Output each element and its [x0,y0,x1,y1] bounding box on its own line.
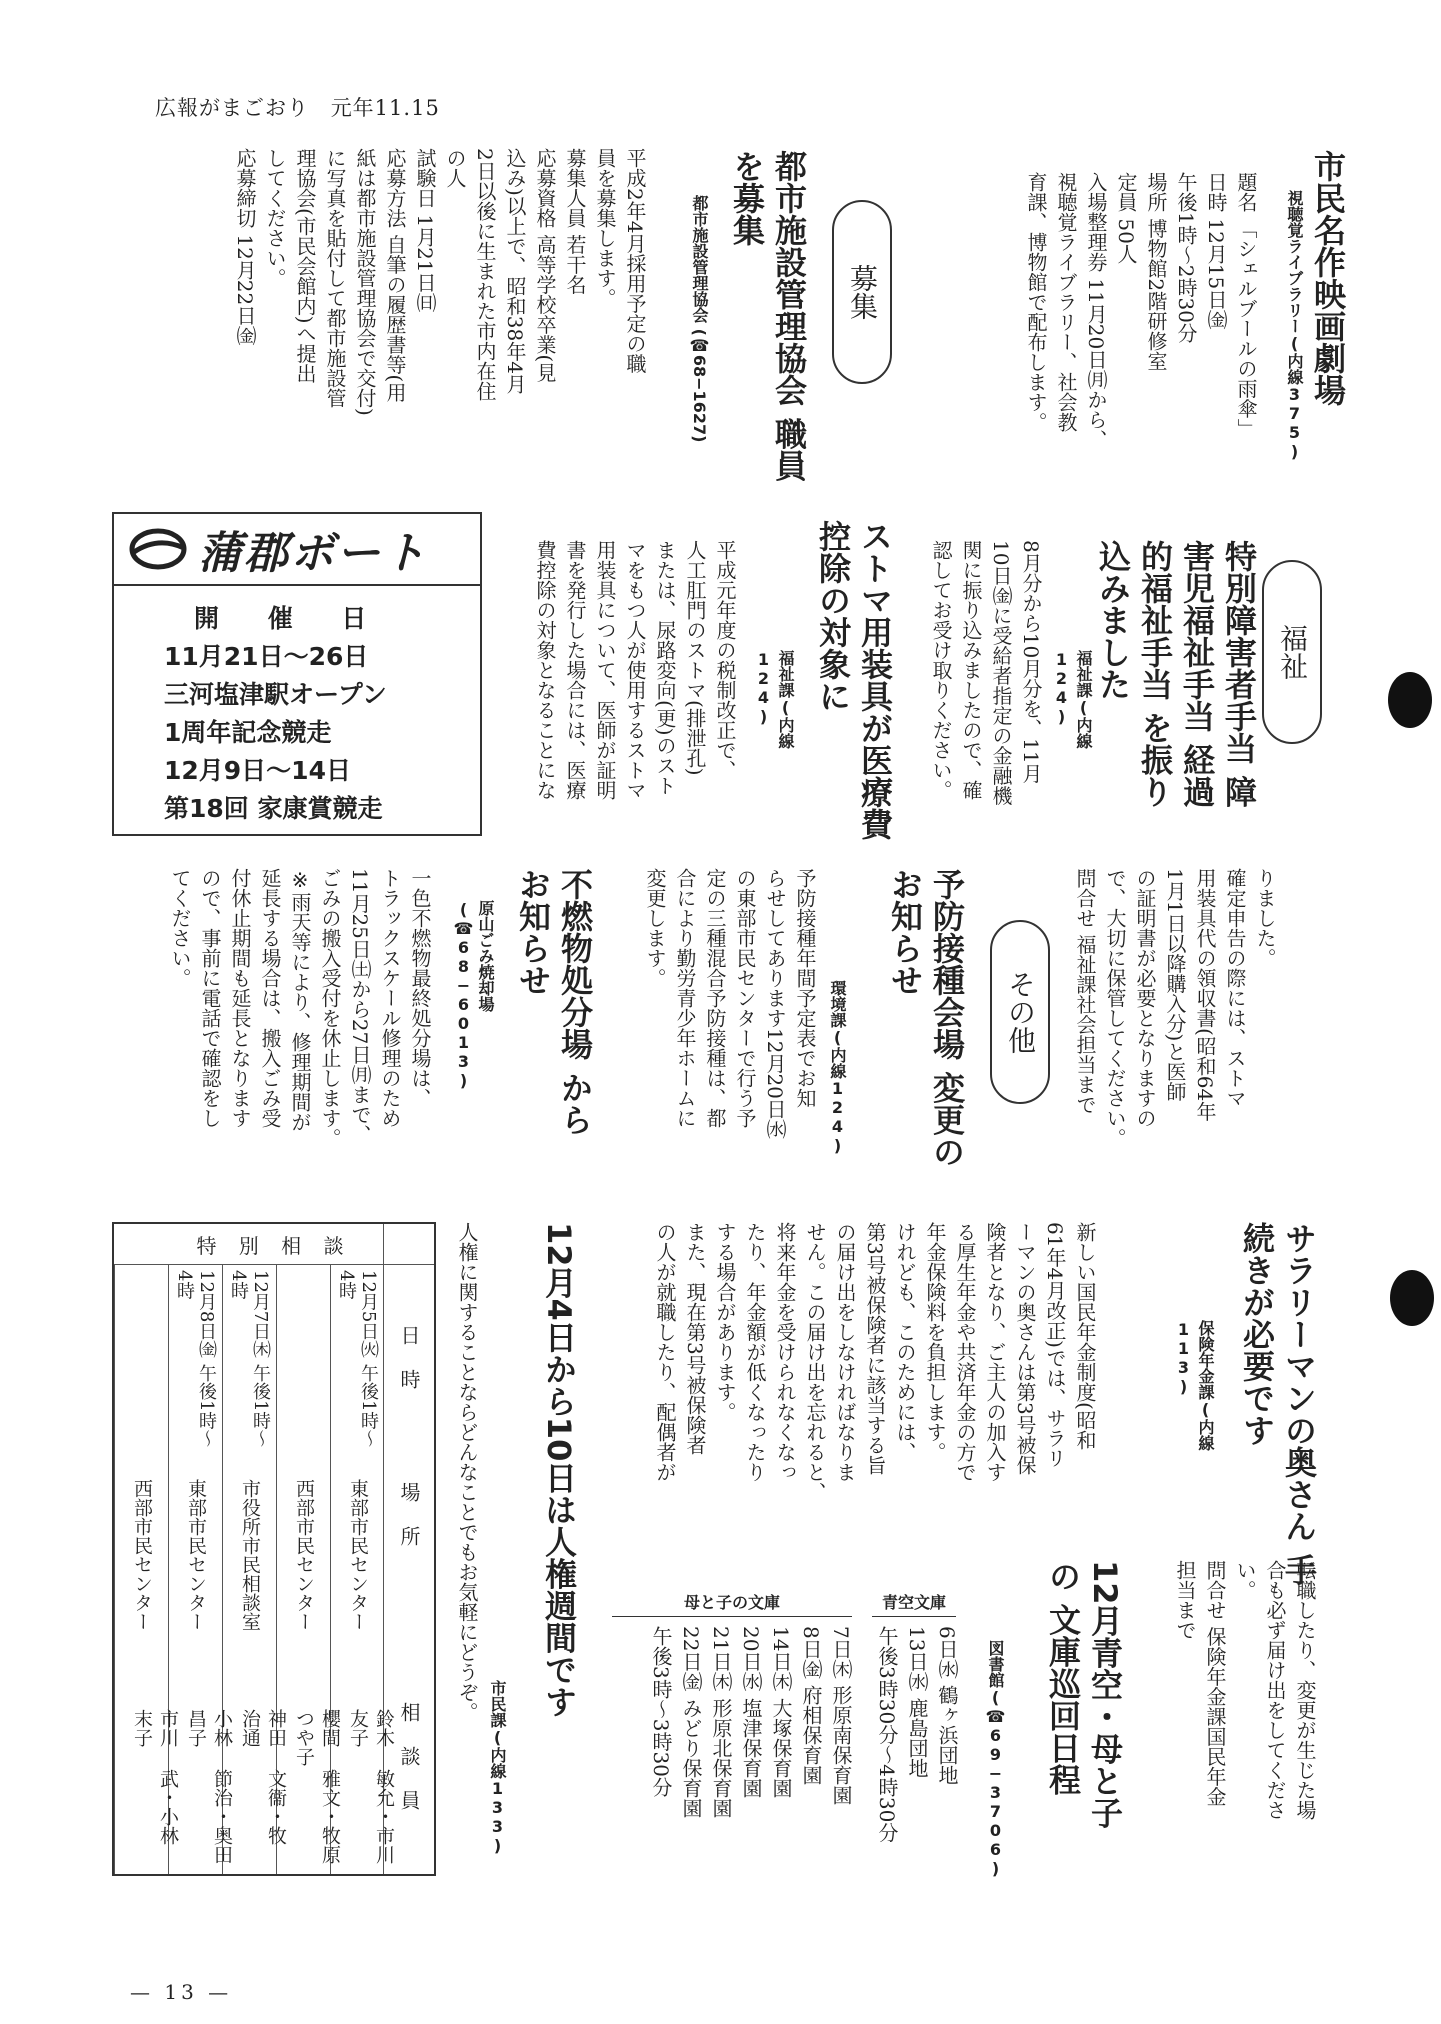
aozora-list: 6日㈬ 鶴ヶ浜団地 13日㈬ 鹿島団地 午後3時30分～4時30分 [875,1626,959,1843]
hahako-bracket [612,1616,852,1617]
vaccine-body: 予防接種年間予定表でお知 らせしてあります12月20日㈬ の東部市民センターで行う予 定の三種混合予防接種は、都 合により勤労青少年ホームに 変更します。 [643,868,817,1139]
boat-emblem-icon [128,526,188,572]
boat-race-name: 蒲郡ボート [198,528,428,579]
stoma-dept: 福祉課(内線124) [754,650,795,749]
boat-race-line-1: 11月21日～26日 [164,642,369,671]
landfill-dept: 原山ごみ焼却場(☎68−6013) [454,900,495,1090]
publication-title: 広報がまごおり [155,96,309,120]
row-counselor: 櫻間 雅文・牧原つや子 [293,1709,341,1864]
issue-date: 元年11.15 [330,96,440,120]
aozora-bracket [872,1616,956,1617]
welfare-tag: 福祉 [1262,560,1322,744]
hahako-label: 母と子の文庫 [683,1593,780,1612]
binding-hole-bottom [1390,1270,1434,1326]
vaccine-title: 予防接種会場 変更のお知らせ [886,868,966,1168]
library-title: 12月青空・母と子の 文庫巡回日程 [1044,1560,1124,1829]
vaccine-dept: 環境課(内線124) [828,980,847,1155]
row-datetime: 12月7日㈭ 午後1時～4時 [228,1270,271,1448]
recruit-tag: 募集 [832,200,892,384]
welfare-title: 特別障害者手当 障害児福祉手当 経過的福祉手当 を振り込みました [1094,540,1258,808]
library-schedule [602,1592,962,1932]
row-counselor: 小林 節治・奥田 昌子 [185,1709,233,1864]
row-counselor: 鈴木 敏允・市川 友子 [347,1709,395,1864]
row-datetime: 12月8日㈮ 午後1時～4時 [174,1270,217,1448]
recruit-dept: 都市施設管理協会 (☎68−1627) [690,195,709,443]
row-place: 東部市民センター [185,1479,207,1631]
row-counselor: 神田 文衞・牧 治通 [239,1709,287,1845]
boat-race-heading: 開 催 日 [194,604,387,633]
row-place: 西部市民センター [131,1479,153,1631]
library-dept: 図書館(☎69−3706) [986,1640,1005,1878]
row-place: 西部市民センター [293,1479,315,1631]
stoma-title: ストマ用装具が医療費 控除の対象に [814,520,894,840]
recruit-body: 平成2年4月採用予定の職 員を募集します。 募集人員 若干名 応募資格 高等学校卒業(見 込み)以上で、昭和38年4月 2日以後に生まれた市内在住 の人 試験日 1月21日㈰ 応募方法 自筆の履歴書等(用 紙は都市施設管理協会で交付) に写真を貼付して都市施設管 理協会(市民会館内)へ提出 してください。 応募締切 12月22日㈮ [233,148,647,416]
header-counselor: 相 談 員 [397,1702,421,1810]
row-place: 東部市民センター [347,1479,369,1631]
table-body [114,1264,395,1874]
header-datetime: 日 時 [397,1325,421,1389]
recruit-title: 都市施設管理協会 職員を募集 [728,150,808,482]
landfill-title: 不燃物処分場 からお知らせ [514,868,594,1136]
other-tag: その他 [990,920,1050,1104]
human-rights-title: 12月4日から10日は人権週間です [540,1222,578,1718]
page-header [155,92,440,122]
boat-race-line-5: 第18回 家康賞競走 [164,794,383,823]
row-datetime: 12月5日㈫ 午後1時～4時 [336,1270,379,1448]
film-body: 題名 「シェルブールの雨傘」 日時 12月15日㈮ 午後1時～2時30分 場所 博物館2階研修室 定員 50人 入場整理券 11月20日㈪から、 視聴覚ライブラリー、社会教 育課、博物館で配布します。 [1024,172,1258,450]
table-row [114,1264,179,1874]
pension-body-2: 新しい国民年金制度(昭和 61年4月改正)では、サラリ ーマンの奥さんは第3号被保 険者となり、ご主人の加入す る厚生年金や共済年金の方で 年金保険料を負担します。 けれども、このためには、 第3号被保険者に該当する旨 の届け出をしなければなりま せん。この届け出を忘れると、 将来年金を受けられなくなっ たり、年金額が低くなったり する場合があります。 また、現在第3号被保険者 の人が就職したり、配偶者が [653,1222,1097,1502]
aozora-label: 青空文庫 [881,1593,946,1612]
row-place: 市役所市民相談室 [239,1479,261,1631]
boat-race-ad [112,512,482,836]
page-number: — 13 — [130,1980,233,2004]
film-dept: 視聴覚ライブラリー(内線375) [1285,190,1304,461]
stoma-body-2: りました。 確定申告の際には、ストマ 用装具代の領収書(昭和64年 1月1日以降購入分)と医師 の証明書が必要となりますの で、大切に保管してください。 問合せ 福祉課社会担当まで [1073,868,1277,1148]
consultation-table [112,1222,436,1876]
human-rights-body: 人権に関することならどんなことでもお気軽にどうぞ。 [455,1222,479,1722]
boat-race-line-3: 1周年記念競走 [164,718,332,747]
row-counselor: 市川 武・小林 末子 [131,1709,179,1845]
pension-dept: 保険年金課(内線113) [1174,1320,1215,1451]
film-title: 市民名作映画劇場 [1309,150,1347,406]
stoma-body-1: 平成元年度の税制改正で、 人工肛門のストマ(排泄孔) または、尿路変向(更)のスト マをもつ人が使用するストマ 用装具について、医師が証明 書を発行した場合には、医療 費控除の対象となることにな [533,540,737,800]
welfare-dept: 福祉課(内線124) [1052,650,1093,749]
table-caption: 特 別 相 談 [114,1224,434,1265]
pension-body-3: 転職したり、変更が生じた場 合も必ず届け出をしてくださ い。 問合せ 保険年金課国民年金 担当まで [1173,1560,1317,1820]
header-place: 場 所 [397,1482,421,1546]
boat-race-logo [114,514,480,586]
pension-title: サラリーマンの奥さん 手続きが必要です [1238,1222,1318,1586]
boat-race-line-4: 12月9日～14日 [164,756,351,785]
human-rights-dept: 市民課(内線133) [488,1680,507,1855]
landfill-body: 一色不燃物最終処分場は、 トラックスケール修理のため 11月25日㈯から27日㈪まで、 ごみの搬入受付を休止します。 ※雨天等により、修理期間が 延長する場合は、搬入ごみ受 付休止期間も延長となります ので、事前に電話で確認をし てください。 [168,868,432,1148]
hahako-list: 7日㈭ 形原南保育園 8日㈮ 府相保育園 14日㈭ 大塚保育園 20日㈬ 塩津保育園 21日㈭ 形原北保育園 22日㈮ みどり保育園 午後3時～3時30分 [649,1626,853,1818]
binding-hole-top [1388,672,1432,728]
welfare-body: 8月分から10月分を、11月 10日㈮に受給者指定の金融機 関に振り込みましたので、確 認してお受け取りください。 [929,540,1043,806]
boat-race-line-2: 三河塩津駅オープン [164,680,387,709]
